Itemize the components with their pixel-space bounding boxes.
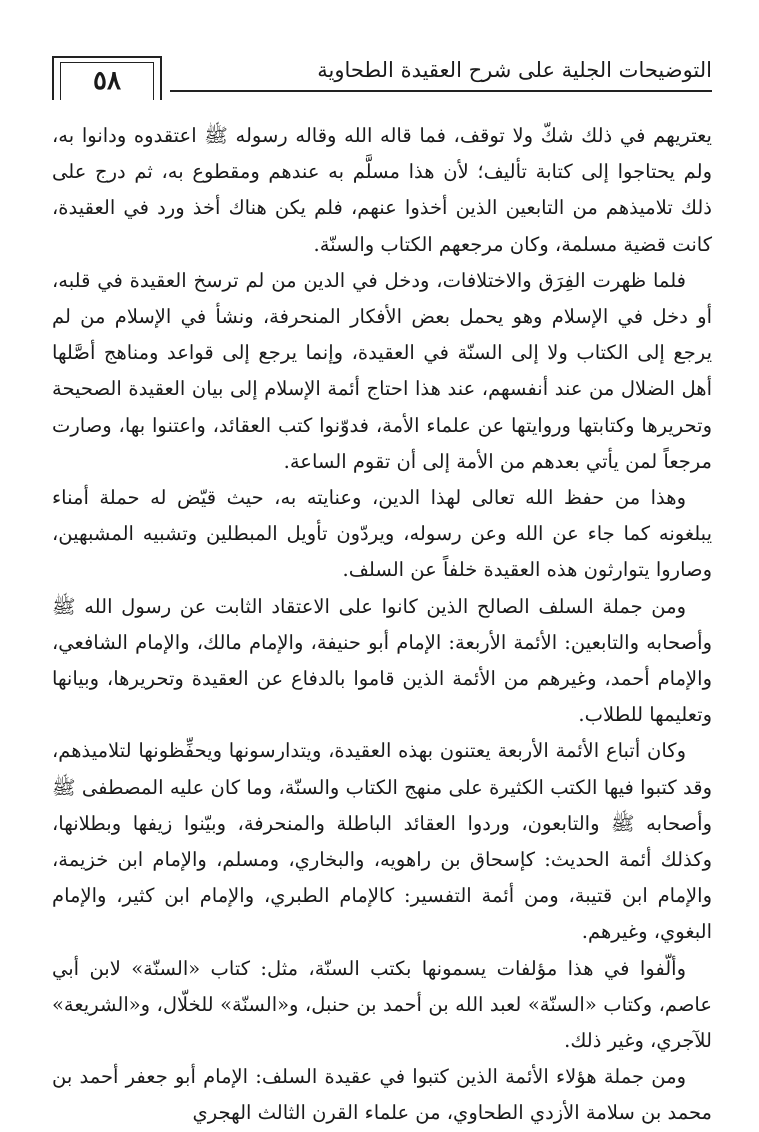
book-title: التوضيحات الجلية على شرح العقيدة الطحاوية — [317, 58, 712, 82]
header-rule — [170, 90, 712, 92]
paragraph: وألّفوا في هذا مؤلفات يسمونها بكتب السنّة، مثل: كتاب «السنّة» لابن أبي عاصم، وكتاب «السنّة» لعبد الله بن أحمد بن حنبل، و«السنّة» للخلّال، و«الشريعة» للآجري، وغير ذلك. — [52, 956, 712, 1053]
running-header — [52, 50, 712, 106]
page-number-frame — [52, 56, 162, 100]
paragraph: وهذا من حفظ الله تعالى لهذا الدين، وعنايته به، حيث قيّض له حملة أمناء يبلغونه كما جاء عن الله وعن رسوله، ويردّون تأويل المبطلين وتشبيه المشبهين، وصاروا يتوارثون هذه العقيدة خلفاً عن السلف. — [52, 486, 712, 582]
paragraph: فلما ظهرت الفِرَق والاختلافات، ودخل في الدين من لم ترسخ العقيدة في قلبه، أو دخل في الإسلام وهو يحمل بعض الأفكار المنحرفة، ونشأ في الإسلام من لم يرجع إلى الكتاب ولا إلى السنّة في العقيدة، وإنما يرجع إلى قواعد ومناهج أصَّلها أهل الضلال من عند أنفسهم، عند هذا احتاج أئمة الإسلام إلى بيان العقيدة الصحيحة وتحريرها وكتابتها وروايتها عن علماء الأمة، فدوّنوا كتب العقائد، واعتنوا بها، وصارت مرجعاً لمن يأتي بعدهم من الأمة إلى أن تقوم الساعة. — [52, 268, 712, 473]
paragraph: ومن جملة هؤلاء الأئمة الذين كتبوا في عقيدة السلف: الإمام أبو جعفر أحمد بن محمد بن سلامة الأزدي الطحاوي، من علماء القرن الثالث الهجري — [52, 1065, 712, 1125]
paragraph: وكان أتباع الأئمة الأربعة يعتنون بهذه العقيدة، ويتدارسونها ويحفِّظونها لتلاميذهم، وقد كتبوا فيها الكتب الكثيرة على منهج الكتاب والسنّة، وما كان عليه المصطفى ﷺ وأصحابه ﷺ والتابعون، وردوا العقائد الباطلة والمنحرفة، وبيّنوا زيفها وبطلانها، وكذلك أئمة الحديث: كإسحاق بن راهويه، والبخاري، ومسلم، والإمام ابن خزيمة، والإمام ابن قتيبة، ومن أئمة التفسير: كالإمام الطبري، والإمام ابن كثير، والإمام البغوي، وغيرهم. — [52, 739, 712, 944]
body-text — [52, 118, 712, 1132]
paragraph: يعتريهم في ذلك شكّ ولا توقف، فما قاله الله وقاله رسوله ﷺ اعتقدوه ودانوا به، ولم يحتاجوا إلى كتابة تأليف؛ لأن هذا مسلَّم به عندهم ومقطوع به، ثم درج على ذلك تلاميذهم من التابعين الذين أخذوا عنهم، فلم يكن هناك أخذ ورد في العقيدة، كانت قضية مسلمة، وكان مرجعهم الكتاب والسنّة. — [52, 124, 712, 256]
paragraph: ومن جملة السلف الصالح الذين كانوا على الاعتقاد الثابت عن رسول الله ﷺ وأصحابه والتابعين: الأئمة الأربعة: الإمام أبو حنيفة، والإمام مالك، والإمام الشافعي، والإمام أحمد، وغيرهم من الأئمة الذين قاموا بالدفاع عن العقيدة وتحريرها، وبيانها وتعليمها للطلاب. — [52, 594, 712, 727]
page-number: ٥٨ — [93, 66, 121, 96]
